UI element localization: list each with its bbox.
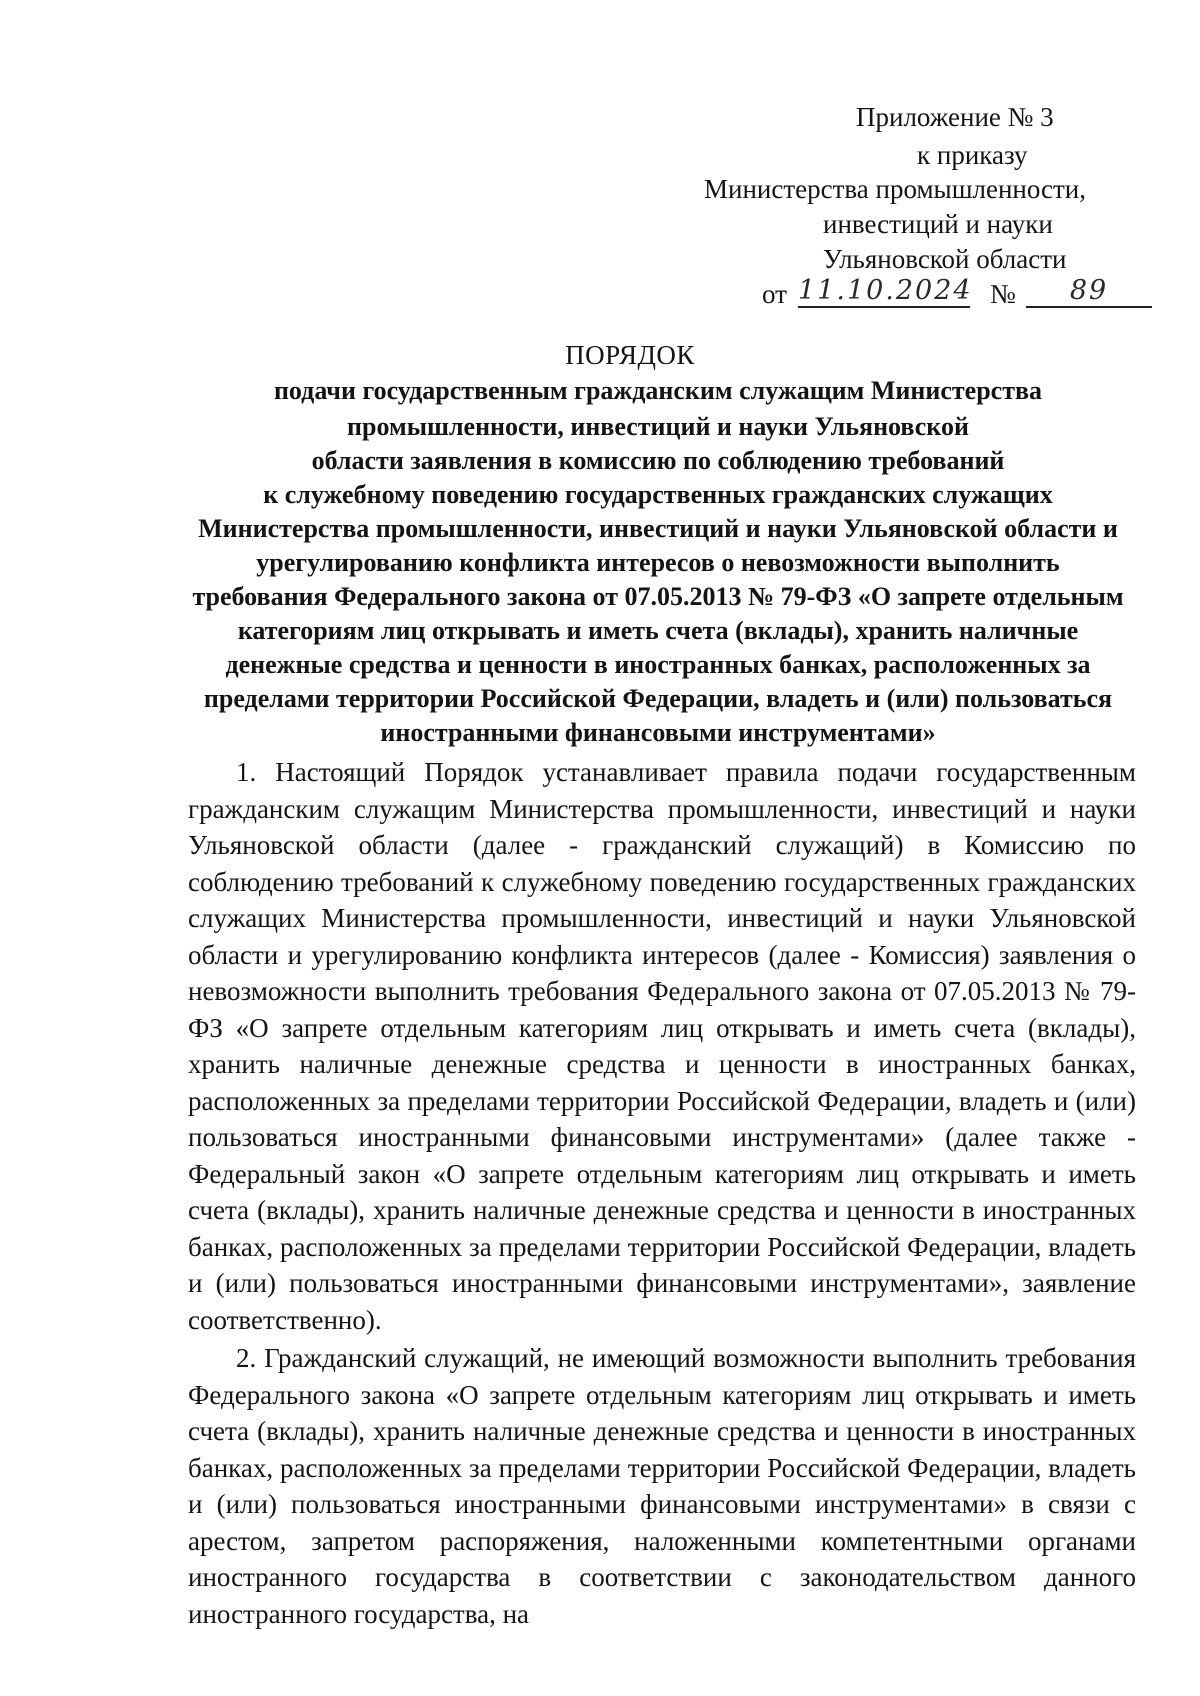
date-prefix: от: [762, 279, 787, 309]
order-date-handwritten: 11.10.2024: [798, 275, 973, 306]
subtitle-line: требования Федерального закона от 07.05.2013 № 79-ФЗ «О запрете отдельным: [192, 582, 1124, 611]
order-number-handwritten: 89: [1026, 276, 1152, 308]
number-sign: №: [990, 279, 1016, 309]
subtitle-line: категориям лиц открывать и иметь счета (вклады), хранить наличные: [237, 616, 1079, 645]
document-title: ПОРЯДОК: [565, 340, 695, 370]
paragraph-1: 1. Настоящий Порядок устанавливает правила подачи государственным гражданским служащим Министерства промышленности, инвестиций и науки Ульяновской области (далее - гражданский служащий) в Комиссию по соблюдению требований к служебному поведению государственных гражданских служащих Министерства промышленности, инвестиций и науки Ульяновской области и урегулированию конфликта интересов (далее - Комиссия) заявления о невозможности выполнить требования Федерального закона от 07.05.2013 № 79-ФЗ «О запрете отдельным категориям лиц открывать и иметь счета (вклады), хранить наличные денежные средства и ценности в иностранных банках, расположенных за пределами территории Российской Федерации, владеть и (или) пользоваться иностранными финансовыми инструментами» (далее также - Федеральный закон «О запрете отдельным категориям лиц открывать и иметь счета (вклады), хранить наличные денежные средства и ценности в иностранных банках, расположенных за пределами территории Российской Федерации, владеть и (или) пользоваться иностранными финансовыми инструментами», заявление соответственно).: [188, 757, 1136, 1335]
appendix-region: Ульяновской области: [823, 244, 1067, 274]
appendix-number: Приложение № 3: [856, 102, 1054, 132]
appendix-ministry: Министерства промышленности,: [704, 174, 1086, 204]
appendix-ministry-cont: инвестиций и науки: [823, 209, 1053, 239]
subtitle-line: области заявления в комиссию по соблюдению требований: [311, 446, 1005, 475]
subtitle-line: урегулированию конфликта интересов о невозможности выполнить: [256, 548, 1060, 577]
subtitle-line: промышленности, инвестиций и науки Ульяновской: [347, 412, 969, 441]
appendix-order-ref: к приказу: [917, 140, 1028, 170]
subtitle-line: пределами территории Российской Федерации, владеть и (или) пользоваться: [203, 684, 1113, 713]
subtitle-line: денежные средства и ценности в иностранных банках, расположенных за: [225, 650, 1091, 679]
document-body: [188, 754, 1136, 1634]
subtitle-line: подачи государственным гражданским служащим Министерства: [273, 376, 1043, 405]
subtitle-line: к служебному поведению государственных гражданских служащих: [263, 480, 1053, 509]
paragraph-2: 2. Гражданский служащий, не имеющий возможности выполнить требования Федерального закона «О запрете отдельным категориям лиц открывать и иметь счета (вклады), хранить наличные денежные средства и ценности в иностранных банках, расположенных за пределами территории Российской Федерации, владеть и (или) пользоваться иностранными финансовыми инструментами» в связи с арестом, запретом распоряжения, наложенными компетентными органами иностранного государства в соответствии с законодательством данного иностранного государства, на: [188, 1343, 1136, 1629]
subtitle-line: Министерства промышленности, инвестиций и науки Ульяновской области и: [198, 514, 1118, 543]
subtitle-line: иностранными финансовыми инструментами»: [380, 718, 936, 747]
